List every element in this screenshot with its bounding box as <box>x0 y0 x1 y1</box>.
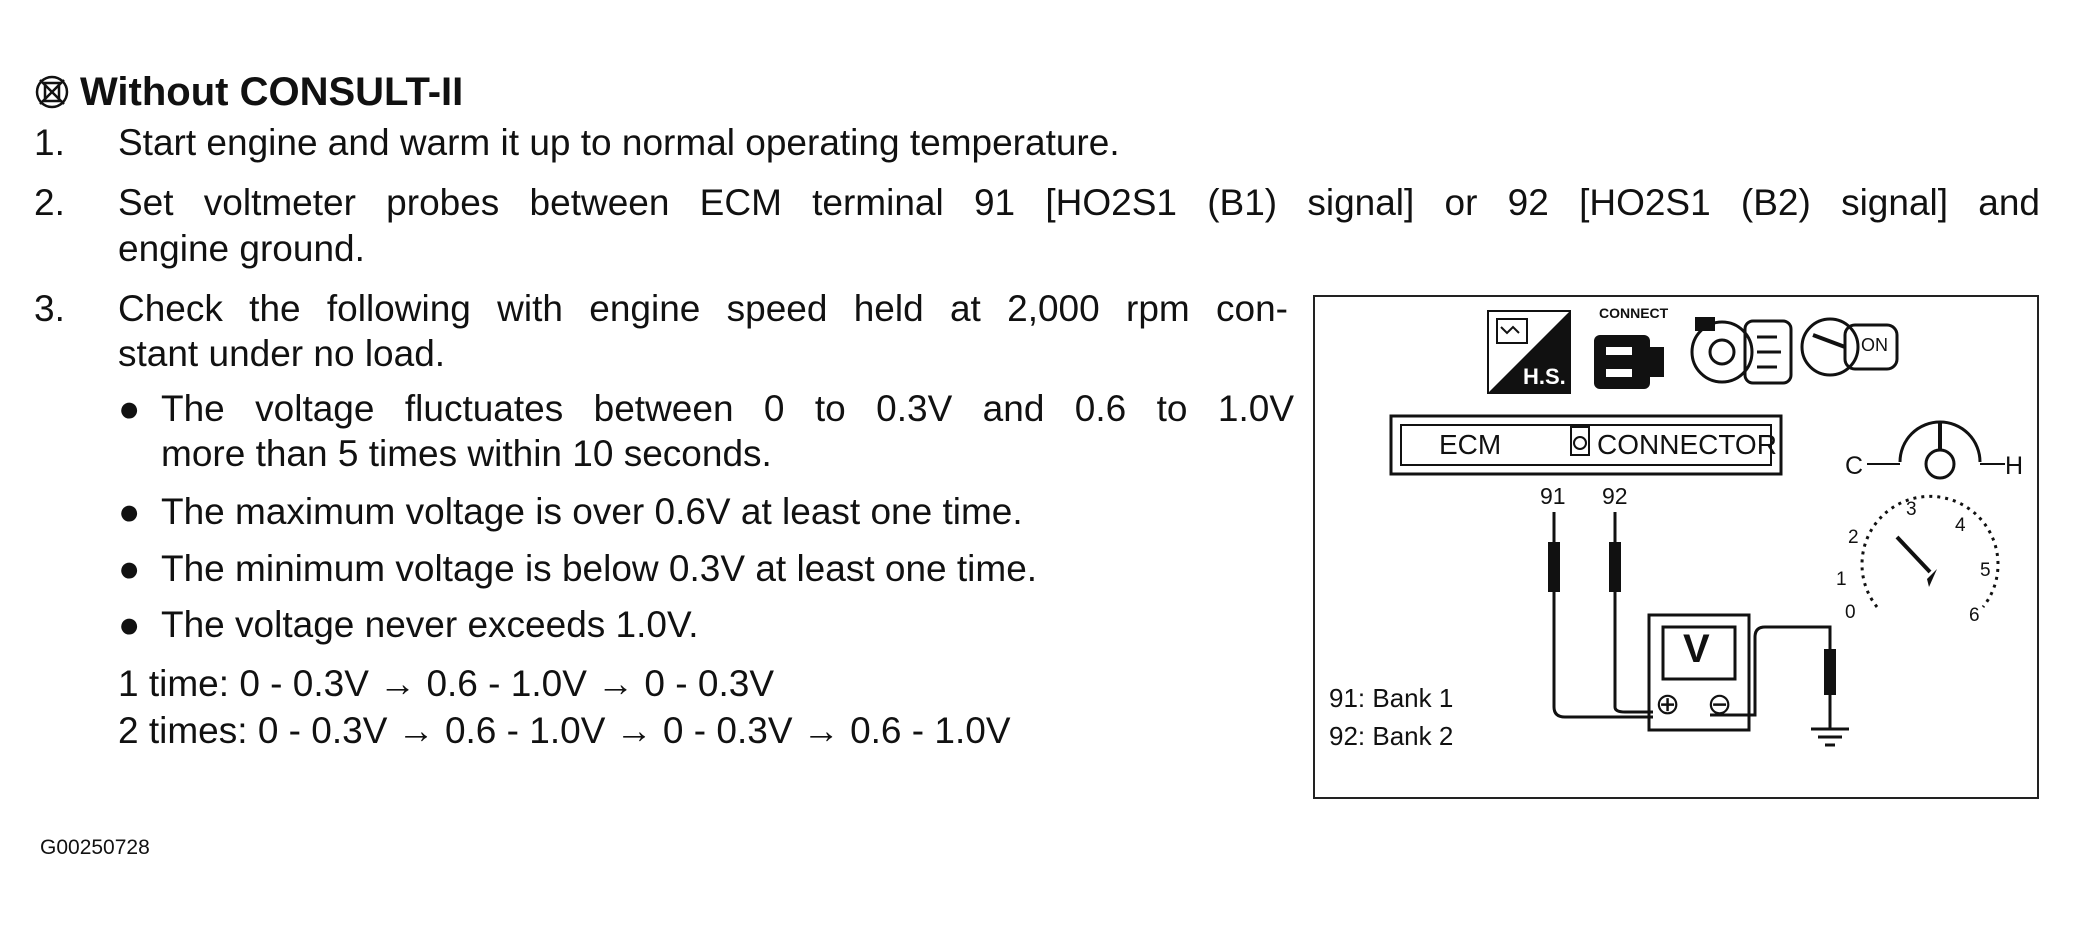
section-heading <box>34 68 463 116</box>
bullet-text: The voltage never exceeds 1.0V. <box>161 604 699 645</box>
terminal-92-label: 92 <box>1602 483 1628 509</box>
bullet-dot: ● <box>118 548 141 589</box>
on-label: ON <box>1861 335 1888 355</box>
connect-label: CONNECT <box>1599 305 1669 321</box>
tach-tick-3: 3 <box>1906 499 1917 520</box>
tach-tick-5: 5 <box>1980 560 1991 581</box>
bullet-text: The minimum voltage is below 0.3V at least one time. <box>161 548 1038 589</box>
step-number: 1. <box>34 122 65 163</box>
sequence-text: 1 time: 0 - 0.3V → 0.6 - 1.0V → 0 - 0.3V <box>118 663 775 704</box>
tach-tick-1: 1 <box>1836 569 1847 590</box>
wiring-diagram <box>1313 295 2039 799</box>
tach-tick-6: 6 <box>1969 605 1980 626</box>
temp-gauge <box>1867 422 2005 478</box>
positive-terminal: ⊕ <box>1655 688 1681 721</box>
section-title: Without CONSULT-II <box>80 69 464 114</box>
step-text: Check the following with engine speed held at 2,000 rpm con- <box>118 288 1288 329</box>
bullet-text: The voltage fluctuates between 0 to 0.3V and 0.6 to 1.0V <box>161 388 1294 429</box>
ecm-label: ECM <box>1439 429 1502 460</box>
hs-label: H.S. <box>1523 364 1566 389</box>
tachometer <box>1862 496 1998 607</box>
step-text: engine ground. <box>118 228 365 269</box>
step-text: Set voltmeter probes between ECM terminal 91 [HO2S1 (B1) signal] or 92 [HO2S1 (B2) signal] and <box>118 182 2040 223</box>
negative-terminal: ⊖ <box>1707 688 1733 721</box>
legend-bank-1: 91: Bank 1 <box>1329 683 1454 713</box>
legend-bank-2: 92: Bank 2 <box>1329 721 1454 751</box>
connect-icon <box>1594 335 1664 389</box>
bullet-text: The maximum voltage is over 0.6V at least one time. <box>161 491 1023 532</box>
no-consult-icon <box>34 74 70 110</box>
step-number: 3. <box>34 288 65 329</box>
voltmeter-label: V <box>1683 627 1710 671</box>
bullet-dot: ● <box>118 491 141 532</box>
engine-icon <box>1692 317 1791 383</box>
step-number: 2. <box>34 182 65 223</box>
temp-hot-label: H <box>2005 452 2024 480</box>
bullet-dot: ● <box>118 604 141 645</box>
bullet-dot: ● <box>118 388 141 429</box>
terminal-91-label: 91 <box>1540 483 1566 509</box>
temp-cold-label: C <box>1845 452 1864 480</box>
connector-label: CONNECTOR <box>1597 429 1777 460</box>
step-text: Start engine and warm it up to normal operating temperature. <box>118 122 1120 163</box>
figure-code: G00250728 <box>40 836 150 859</box>
bullet-text: more than 5 times within 10 seconds. <box>161 433 772 474</box>
sequence-text: 2 times: 0 - 0.3V → 0.6 - 1.0V → 0 - 0.3V → 0.6 - 1.0V <box>118 710 1011 751</box>
tach-tick-0: 0 <box>1845 602 1856 623</box>
tach-tick-2: 2 <box>1848 527 1859 548</box>
step-text: stant under no load. <box>118 333 446 374</box>
tach-tick-4: 4 <box>1955 515 1966 536</box>
